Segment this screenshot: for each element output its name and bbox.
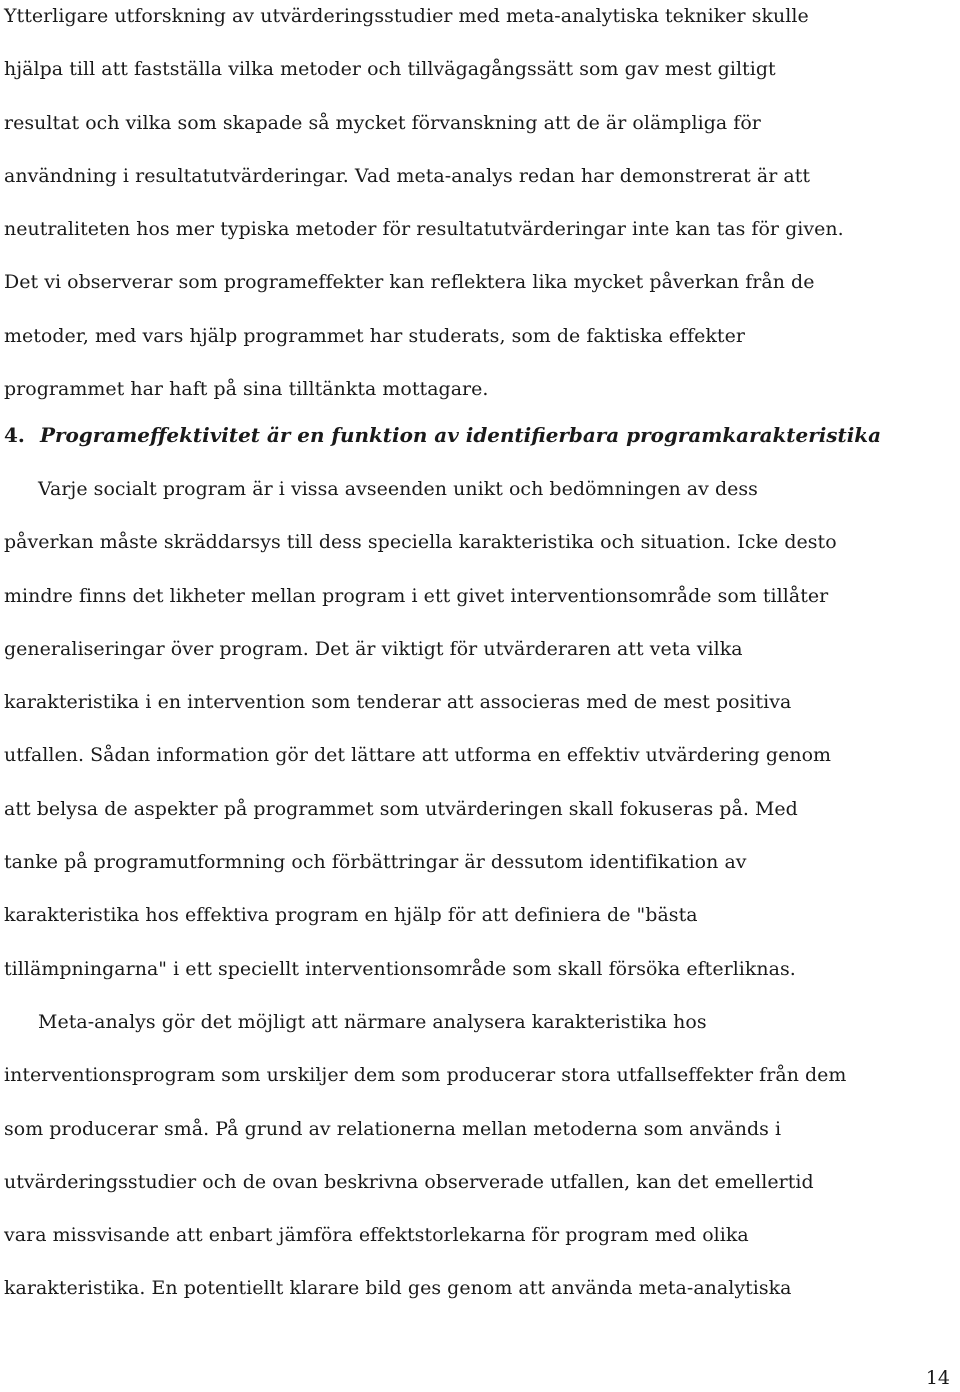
text-line: hjälpa till att fastställa vilka metoder och tillvägagångssätt som gav mest giltigt [4,58,776,81]
text-line: generaliseringar över program. Det är viktigt för utvärderaren att veta vilka [4,637,743,660]
text-line: neutraliteten hos mer typiska metoder för resultatutvärderingar inte kan tas för given. [4,218,844,241]
paragraph-1 [4,0,956,416]
text-line: Det vi observerar som programeffekter kan reflektera lika mycket påverkan från de [4,271,815,294]
text-line: användning i resultatutvärderingar. Vad meta-analys redan har demonstrerat är att [4,164,811,187]
section-title: Programeffektivitet är en funktion av identifierbara programkarakteristika [40,423,882,447]
text-line: tillämpningarna" i ett speciellt interventionsområde som skall försöka efterliknas. [4,957,796,980]
text-line: karakteristika i en intervention som tenderar att associeras med de mest positiva [4,691,792,714]
text-line: mindre finns det likheter mellan program i ett givet interventionsområde som tillåter [4,584,829,607]
text-line: utvärderingsstudier och de ovan beskrivna observerade utfallen, kan det emellertid [4,1170,814,1193]
paragraph-3 [4,996,956,1316]
text-line: interventionsprogram som urskiljer dem som producerar stora utfallseffekter från dem [4,1064,847,1087]
text-line: programmet har haft på sina tilltänkta mottagare. [4,378,489,401]
paragraph-2 [4,463,956,996]
text-line: vara missvisande att enbart jämföra effektstorlekarna för program med olika [4,1224,749,1247]
text-line: resultat och vilka som skapade så mycket förvanskning att de är olämpliga för [4,111,761,134]
document-page [4,0,956,1392]
section-number: 4. [4,423,25,447]
text-line: karakteristika hos effektiva program en hjälp för att definiera de "bästa [4,904,698,927]
text-line: som producerar små. På grund av relationerna mellan metoderna som används i [4,1117,782,1140]
page-number: 14 [925,1367,950,1389]
text-line: karakteristika. En potentiellt klarare bild ges genom att använda meta-analytiska [4,1277,792,1300]
text-line: påverkan måste skräddarsys till dess speciella karakteristika och situation. Icke desto [4,531,837,554]
text-line: metoder, med vars hjälp programmet har studerats, som de faktiska effekter [4,324,745,347]
text-line: att belysa de aspekter på programmet som utvärderingen skall fokuseras på. Med [4,797,798,820]
text-line: utfallen. Sådan information gör det lättare att utforma en effektiv utvärdering genom [4,744,832,767]
text-line: Meta-analys gör det möjligt att närmare analysera karakteristika hos [38,1011,707,1033]
text-line: tanke på programutformning och förbättringar är dessutom identifikation av [4,851,747,874]
section-heading [4,409,956,462]
text-line: Ytterligare utforskning av utvärderingsstudier med meta-analytiska tekniker skulle [4,5,809,27]
text-line: Varje socialt program är i vissa avseenden unikt och bedömningen av dess [38,478,758,500]
